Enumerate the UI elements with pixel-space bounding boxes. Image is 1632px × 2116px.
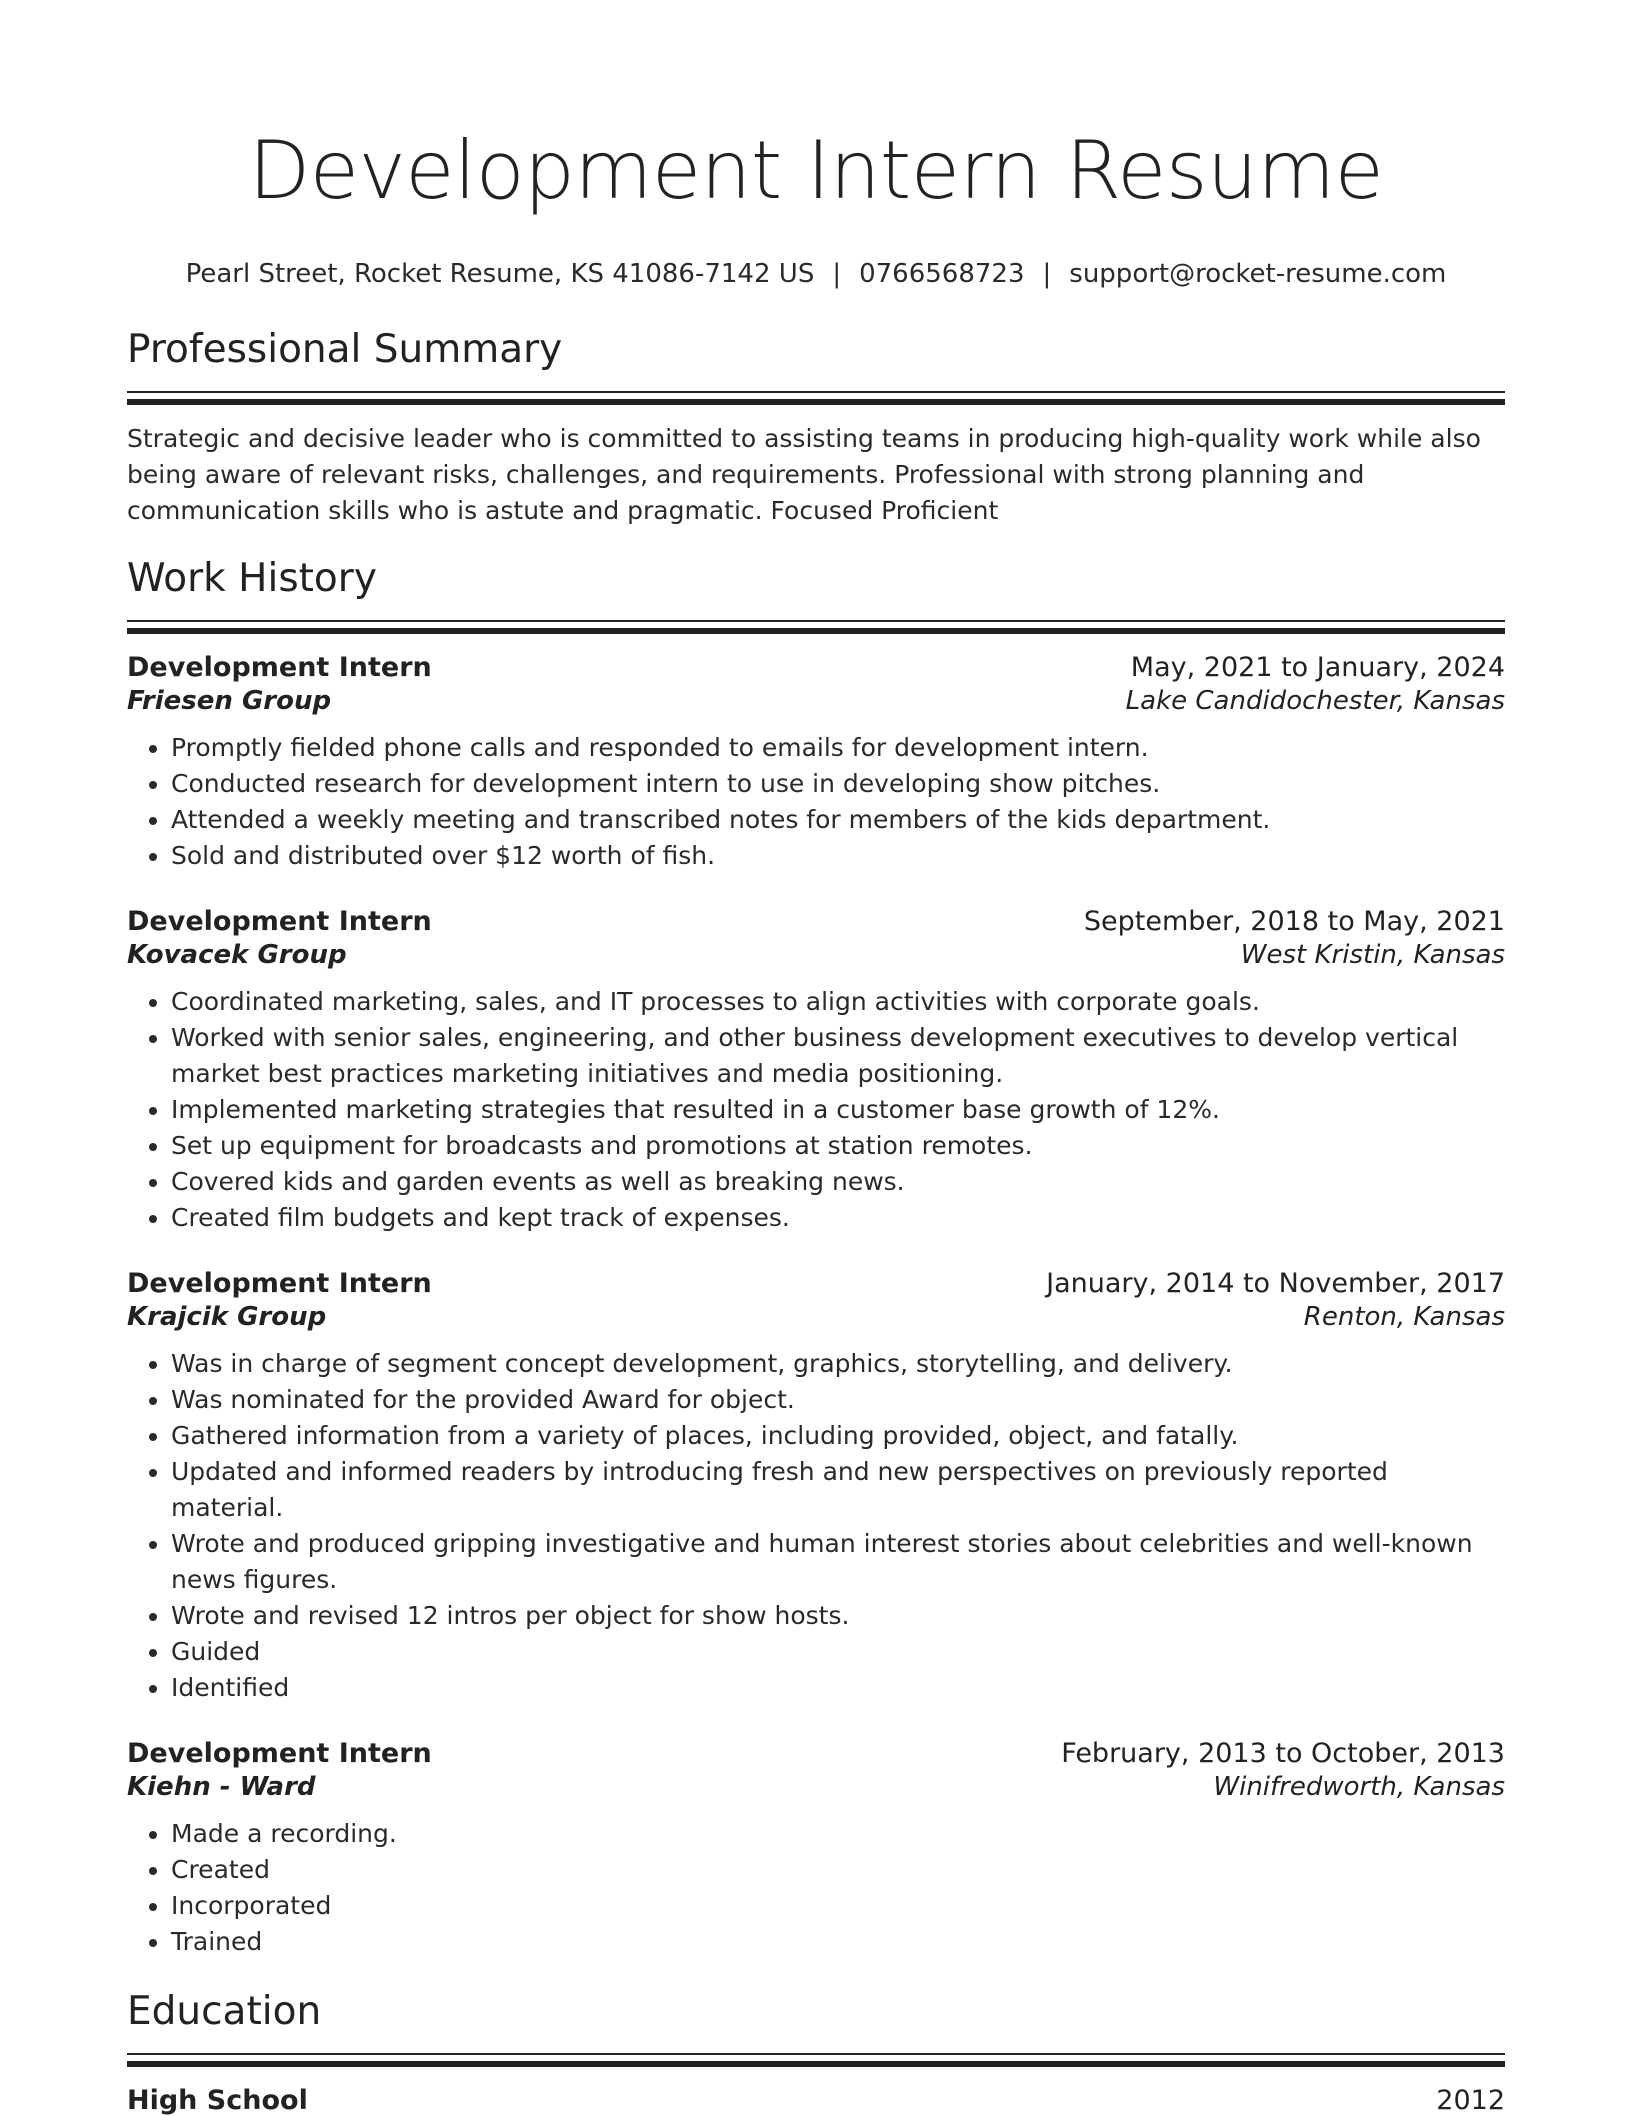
education-entry [127, 2085, 1505, 2116]
summary-section [127, 326, 1505, 529]
job-bullets [127, 1816, 1505, 1960]
job-dates: September, 2018 to May, 2021 [1083, 906, 1505, 937]
job-bullet: • Conducted research for development intern to use in developing show pitches. [171, 766, 1505, 802]
section-heading-education: Education [127, 1989, 322, 2034]
job-title: Development Intern [127, 906, 432, 937]
contact-email: support@rocket-resume.com [1069, 259, 1447, 289]
resume-title: Development Intern Resume [248, 124, 1384, 217]
job-entry [127, 1268, 1505, 1706]
job-bullet: • Incorporated [171, 1888, 1505, 1924]
job-bullet: • Was nominated for the provided Award for object. [171, 1382, 1505, 1418]
job-header-row [127, 652, 1505, 683]
job-location: Winifredworth, Kansas [1213, 1772, 1505, 1802]
section-divider [127, 391, 1505, 405]
job-bullet: • Updated and informed readers by introducing fresh and new perspectives on previously reported material. [171, 1454, 1505, 1526]
job-bullet: • Sold and distributed over $12 worth of fish. [171, 838, 1505, 874]
job-header-row [127, 906, 1505, 937]
job-company-row [127, 686, 1505, 716]
job-company-row [127, 1772, 1505, 1802]
job-title: Development Intern [127, 652, 432, 683]
job-bullets [127, 1346, 1505, 1706]
contact-separator: | [1042, 259, 1052, 289]
job-company: Kiehn - Ward [127, 1772, 316, 1802]
job-dates: February, 2013 to October, 2013 [1061, 1738, 1505, 1769]
job-bullet: • Implemented marketing strategies that resulted in a customer base growth of 12%. [171, 1092, 1505, 1128]
education-year: 2012 [1436, 2085, 1505, 2116]
job-company: Kovacek Group [127, 940, 347, 970]
job-location: Lake Candidochester, Kansas [1125, 686, 1505, 716]
job-bullet: • Created [171, 1852, 1505, 1888]
job-bullet: • Created film budgets and kept track of expenses. [171, 1200, 1505, 1236]
contact-address: Pearl Street, Rocket Resume, KS 41086-7142 US [185, 259, 815, 289]
job-entry [127, 652, 1505, 874]
section-heading-summary: Professional Summary [127, 327, 563, 372]
job-bullet: • Was in charge of segment concept development, graphics, storytelling, and delivery. [171, 1346, 1505, 1382]
job-company-row [127, 940, 1505, 970]
job-header-row [127, 1738, 1505, 1769]
job-bullets [127, 984, 1505, 1236]
job-bullet: • Wrote and revised 12 intros per object for show hosts. [171, 1598, 1505, 1634]
summary-text: Strategic and decisive leader who is committed to assisting teams in producing high-quality work while also being aware of relevant risks, challenges, and requirements. Professional with strong planning and communication skills who is astute and pragmatic. Focused Proficient [127, 424, 1481, 525]
job-entry [127, 1738, 1505, 1960]
contact-separator: | [832, 259, 842, 289]
section-divider [127, 620, 1505, 634]
job-bullets [127, 730, 1505, 874]
job-entry [127, 906, 1505, 1236]
job-bullet: • Covered kids and garden events as well as breaking news. [171, 1164, 1505, 1200]
job-bullet: • Made a recording. [171, 1816, 1505, 1852]
job-dates: May, 2021 to January, 2024 [1130, 652, 1505, 683]
job-company: Friesen Group [127, 686, 332, 716]
job-location: West Kristin, Kansas [1240, 940, 1505, 970]
job-company: Krajcik Group [127, 1302, 327, 1332]
job-location: Renton, Kansas [1303, 1302, 1505, 1332]
job-bullet: • Trained [171, 1924, 1505, 1960]
job-bullet: • Gathered information from a variety of places, including provided, object, and fatally. [171, 1418, 1505, 1454]
job-bullet: • Wrote and produced gripping investigative and human interest stories about celebrities and well-known news figures. [171, 1526, 1505, 1598]
job-bullet: • Worked with senior sales, engineering, and other business development executives to develop vertical market best practices marketing initiatives and media positioning. [171, 1020, 1505, 1092]
education-degree: High School [127, 2085, 308, 2116]
section-divider [127, 2053, 1505, 2067]
job-bullet: • Identified [171, 1670, 1505, 1706]
job-bullet: • Guided [171, 1634, 1505, 1670]
job-title: Development Intern [127, 1268, 432, 1299]
education-section [127, 1988, 1505, 2116]
job-company-row [127, 1302, 1505, 1332]
contact-line [127, 258, 1505, 290]
job-bullet: • Attended a weekly meeting and transcribed notes for members of the kids department. [171, 802, 1505, 838]
work-history-section [127, 555, 1505, 1960]
job-bullet: • Set up equipment for broadcasts and promotions at station remotes. [171, 1128, 1505, 1164]
job-bullet: • Coordinated marketing, sales, and IT processes to align activities with corporate goals. [171, 984, 1505, 1020]
job-dates: January, 2014 to November, 2017 [1046, 1268, 1505, 1299]
contact-phone: 0766568723 [859, 259, 1025, 289]
job-bullet: • Promptly fielded phone calls and responded to emails for development intern. [171, 730, 1505, 766]
job-title: Development Intern [127, 1738, 432, 1769]
job-header-row [127, 1268, 1505, 1299]
section-heading-work-history: Work History [127, 556, 377, 601]
